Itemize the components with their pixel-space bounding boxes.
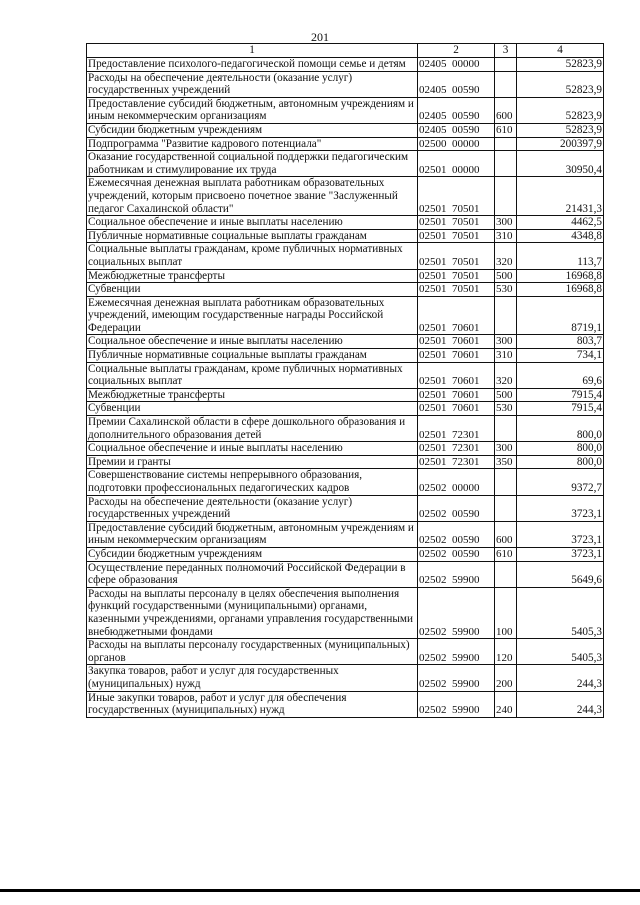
row-sum: 52823,9 xyxy=(517,71,604,97)
row-sum: 69,6 xyxy=(517,362,604,388)
table-row xyxy=(87,561,604,587)
row-type xyxy=(495,469,517,495)
table-row xyxy=(87,283,604,297)
row-code: 02405 00590 xyxy=(418,97,495,123)
table-row xyxy=(87,416,604,442)
table-row xyxy=(87,335,604,349)
row-name: Оказание государственной социальной поддержки педагогическим работникам и стимулирование их труда xyxy=(87,151,418,177)
row-sum: 5649,6 xyxy=(517,561,604,587)
row-sum: 16968,8 xyxy=(517,269,604,283)
row-code: 02502 59900 xyxy=(418,561,495,587)
row-type xyxy=(495,71,517,97)
table-row xyxy=(87,455,604,469)
row-sum: 16968,8 xyxy=(517,283,604,297)
row-type: 300 xyxy=(495,335,517,349)
row-type: 500 xyxy=(495,388,517,402)
table-row xyxy=(87,495,604,521)
row-name: Социальные выплаты гражданам, кроме публичных нормативных социальных выплат xyxy=(87,362,418,388)
table-row xyxy=(87,402,604,416)
row-sum: 3723,1 xyxy=(517,495,604,521)
row-type: 300 xyxy=(495,442,517,456)
table-row xyxy=(87,691,604,717)
table-row xyxy=(87,349,604,363)
row-name: Премии Сахалинской области в сфере дошкольного образования и дополнительного образования детей xyxy=(87,416,418,442)
row-sum: 4462,5 xyxy=(517,216,604,230)
row-name: Закупка товаров, работ и услуг для государственных (муниципальных) нужд xyxy=(87,665,418,691)
row-code: 02502 00000 xyxy=(418,469,495,495)
table-row xyxy=(87,269,604,283)
row-name: Социальное обеспечение и иные выплаты населению xyxy=(87,442,418,456)
header-col-code: 2 xyxy=(418,44,495,58)
row-code: 02502 00590 xyxy=(418,495,495,521)
row-code: 02501 70501 xyxy=(418,283,495,297)
row-sum: 800,0 xyxy=(517,442,604,456)
row-name: Расходы на обеспечение деятельности (оказание услуг) государственных учреждений xyxy=(87,71,418,97)
row-sum: 7915,4 xyxy=(517,388,604,402)
page-number: 201 xyxy=(311,30,329,44)
row-type: 530 xyxy=(495,402,517,416)
table-row xyxy=(87,177,604,216)
row-code: 02501 70601 xyxy=(418,335,495,349)
row-type: 530 xyxy=(495,283,517,297)
row-type: 100 xyxy=(495,587,517,638)
header-col-sum: 4 xyxy=(517,44,604,58)
row-code: 02502 00590 xyxy=(418,547,495,561)
row-code: 02501 70501 xyxy=(418,243,495,269)
row-sum: 4348,8 xyxy=(517,229,604,243)
row-type: 300 xyxy=(495,216,517,230)
row-sum: 8719,1 xyxy=(517,296,604,335)
row-name: Социальное обеспечение и иные выплаты населению xyxy=(87,335,418,349)
table-row xyxy=(87,547,604,561)
row-code: 02501 70601 xyxy=(418,349,495,363)
row-code: 02502 59900 xyxy=(418,639,495,665)
table-row xyxy=(87,123,604,137)
row-sum: 803,7 xyxy=(517,335,604,349)
row-code: 02501 00000 xyxy=(418,151,495,177)
row-type xyxy=(495,58,517,72)
row-code: 02501 72301 xyxy=(418,455,495,469)
row-name: Социальное обеспечение и иные выплаты населению xyxy=(87,216,418,230)
row-code: 02501 70601 xyxy=(418,402,495,416)
row-name: Иные закупки товаров, работ и услуг для обеспечения государственных (муниципальных) нужд xyxy=(87,691,418,717)
row-type: 350 xyxy=(495,455,517,469)
row-type: 610 xyxy=(495,123,517,137)
row-name: Межбюджетные трансферты xyxy=(87,269,418,283)
row-type: 320 xyxy=(495,243,517,269)
row-sum: 244,3 xyxy=(517,691,604,717)
row-code: 02501 70501 xyxy=(418,229,495,243)
row-name: Предоставление психолого-педагогической помощи семье и детям xyxy=(87,58,418,72)
row-sum: 52823,9 xyxy=(517,123,604,137)
row-name: Публичные нормативные социальные выплаты гражданам xyxy=(87,349,418,363)
table-row xyxy=(87,151,604,177)
row-sum: 244,3 xyxy=(517,665,604,691)
table-row xyxy=(87,58,604,72)
row-name: Ежемесячная денежная выплата работникам образовательных учреждений, которым присвоено почетное звание "Заслуженный педагог Сахалинской области" xyxy=(87,177,418,216)
row-code: 02405 00000 xyxy=(418,58,495,72)
table-row xyxy=(87,442,604,456)
row-sum: 3723,1 xyxy=(517,547,604,561)
header-col-name: 1 xyxy=(87,44,418,58)
row-name: Расходы на обеспечение деятельности (оказание услуг) государственных учреждений xyxy=(87,495,418,521)
row-code: 02501 70501 xyxy=(418,216,495,230)
row-sum: 3723,1 xyxy=(517,521,604,547)
row-sum: 9372,7 xyxy=(517,469,604,495)
row-sum: 800,0 xyxy=(517,416,604,442)
bottom-border-line xyxy=(0,889,640,892)
row-name: Премии и гранты xyxy=(87,455,418,469)
budget-table xyxy=(86,43,604,718)
row-sum: 7915,4 xyxy=(517,402,604,416)
row-code: 02502 59900 xyxy=(418,691,495,717)
row-sum: 52823,9 xyxy=(517,97,604,123)
row-type: 310 xyxy=(495,349,517,363)
table-row xyxy=(87,665,604,691)
row-sum: 200397,9 xyxy=(517,137,604,151)
row-name: Публичные нормативные социальные выплаты гражданам xyxy=(87,229,418,243)
row-type: 310 xyxy=(495,229,517,243)
row-sum: 30950,4 xyxy=(517,151,604,177)
table-row xyxy=(87,469,604,495)
row-type xyxy=(495,416,517,442)
row-type xyxy=(495,177,517,216)
row-name: Субсидии бюджетным учреждениям xyxy=(87,123,418,137)
row-type: 240 xyxy=(495,691,517,717)
row-code: 02405 00590 xyxy=(418,123,495,137)
table-row xyxy=(87,521,604,547)
row-sum: 52823,9 xyxy=(517,58,604,72)
row-name: Социальные выплаты гражданам, кроме публичных нормативных социальных выплат xyxy=(87,243,418,269)
table-row xyxy=(87,362,604,388)
table-row xyxy=(87,137,604,151)
row-sum: 734,1 xyxy=(517,349,604,363)
table-row xyxy=(87,229,604,243)
row-name: Расходы на выплаты персоналу в целях обеспечения выполнения функций государственными (муниципальными) органами, казенными учреждениями, органами управления государственными внебюджетными фондами xyxy=(87,587,418,638)
row-name: Субсидии бюджетным учреждениям xyxy=(87,547,418,561)
table-row xyxy=(87,216,604,230)
row-code: 02501 72301 xyxy=(418,442,495,456)
table-row xyxy=(87,97,604,123)
row-sum: 5405,3 xyxy=(517,639,604,665)
row-name: Предоставление субсидий бюджетным, автономным учреждениям и иным некоммерческим организациям xyxy=(87,97,418,123)
row-type xyxy=(495,151,517,177)
row-type: 600 xyxy=(495,97,517,123)
table-row xyxy=(87,639,604,665)
table-row xyxy=(87,388,604,402)
row-type xyxy=(495,495,517,521)
row-name: Расходы на выплаты персоналу государственных (муниципальных) органов xyxy=(87,639,418,665)
header-col-type: 3 xyxy=(495,44,517,58)
row-code: 02501 70601 xyxy=(418,388,495,402)
row-name: Ежемесячная денежная выплата работникам образовательных учреждений, имеющим государственные награды Российской Федерации xyxy=(87,296,418,335)
row-type xyxy=(495,296,517,335)
row-type: 120 xyxy=(495,639,517,665)
table-row xyxy=(87,296,604,335)
row-type xyxy=(495,137,517,151)
row-name: Субвенции xyxy=(87,402,418,416)
row-name: Субвенции xyxy=(87,283,418,297)
row-type xyxy=(495,561,517,587)
row-code: 02501 70501 xyxy=(418,177,495,216)
row-code: 02502 59900 xyxy=(418,587,495,638)
row-sum: 800,0 xyxy=(517,455,604,469)
row-sum: 21431,3 xyxy=(517,177,604,216)
row-code: 02501 70601 xyxy=(418,296,495,335)
row-name: Предоставление субсидий бюджетным, автономным учреждениям и иным некоммерческим организациям xyxy=(87,521,418,547)
row-name: Совершенствование системы непрерывного образования, подготовки профессиональных педагогических кадров xyxy=(87,469,418,495)
table-body xyxy=(87,58,604,718)
row-name: Подпрограмма "Развитие кадрового потенциала" xyxy=(87,137,418,151)
table-row xyxy=(87,587,604,638)
row-type: 610 xyxy=(495,547,517,561)
row-code: 02501 70501 xyxy=(418,269,495,283)
row-name: Осуществление переданных полномочий Российской Федерации в сфере образования xyxy=(87,561,418,587)
table-row xyxy=(87,243,604,269)
row-code: 02501 72301 xyxy=(418,416,495,442)
header-row xyxy=(87,44,604,58)
row-type: 320 xyxy=(495,362,517,388)
row-code: 02501 70601 xyxy=(418,362,495,388)
row-type: 200 xyxy=(495,665,517,691)
row-code: 02502 00590 xyxy=(418,521,495,547)
row-type: 600 xyxy=(495,521,517,547)
row-name: Межбюджетные трансферты xyxy=(87,388,418,402)
row-sum: 113,7 xyxy=(517,243,604,269)
row-type: 500 xyxy=(495,269,517,283)
table-row xyxy=(87,71,604,97)
row-sum: 5405,3 xyxy=(517,587,604,638)
row-code: 02502 59900 xyxy=(418,665,495,691)
row-code: 02405 00590 xyxy=(418,71,495,97)
row-code: 02500 00000 xyxy=(418,137,495,151)
